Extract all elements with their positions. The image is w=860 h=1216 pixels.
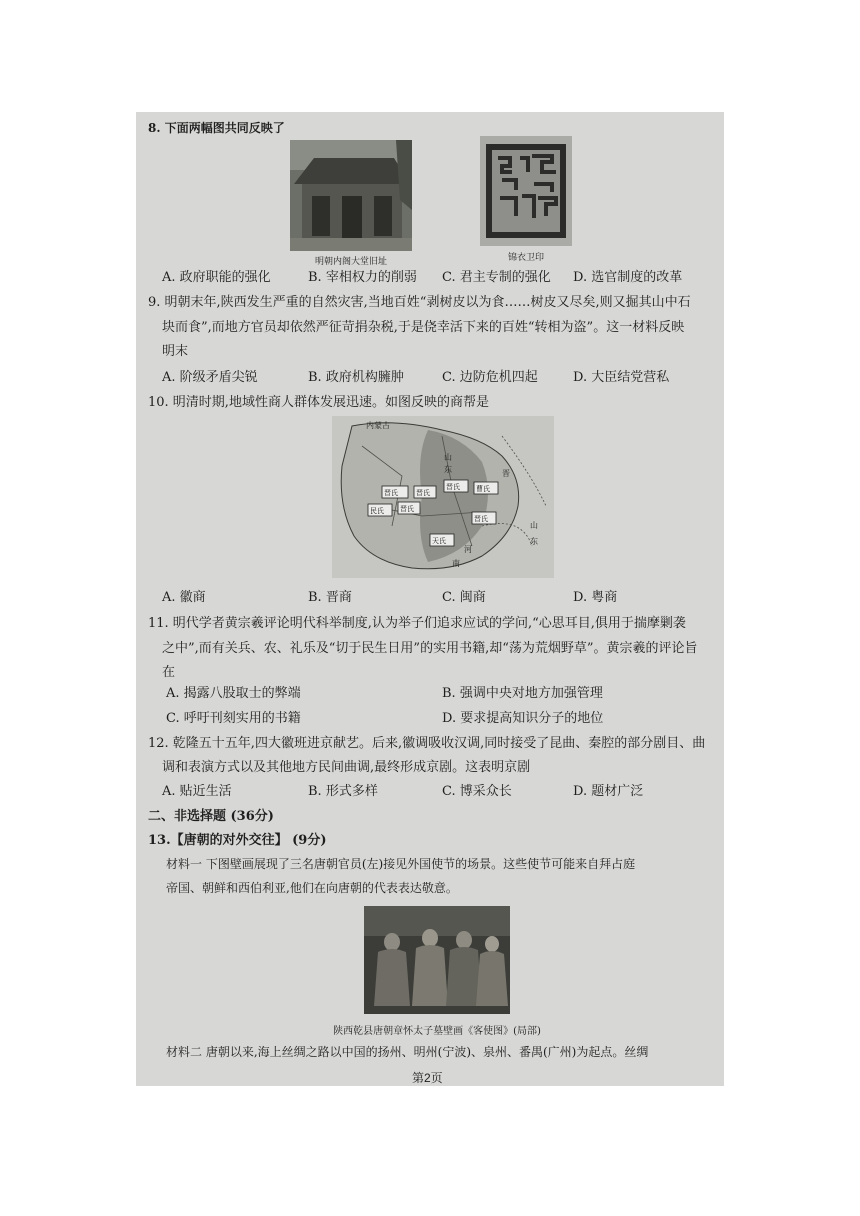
map-label-5: 晋 — [502, 469, 510, 478]
q9-line-3: 明末 — [162, 344, 189, 359]
q8-caption-1: 明朝内阁大堂旧址 — [314, 257, 387, 267]
map-box-1: 晋氏 — [384, 490, 398, 497]
q10-option-d: D. 粤商 — [573, 590, 618, 605]
map-box-5: 民氏 — [370, 508, 384, 515]
q13-material-2-line-1: 材料二 唐朝以来,海上丝绸之路以中国的扬州、明州(宁波)、泉州、番禺(广州)为起点。丝绸 — [166, 1045, 649, 1059]
q11-line-3: 在 — [162, 665, 176, 680]
q13-material-1-line-1: 材料一 下图壁画展现了三名唐朝官员(左)接见外国使节的场景。这些使节可能来自拜占庭 — [166, 857, 636, 871]
q10-merchant-map — [332, 416, 554, 578]
map-label-neimenggu: 内蒙古 — [366, 421, 390, 430]
map-box-2: 晋氏 — [416, 490, 430, 497]
page-number: 第2页 — [412, 1071, 443, 1085]
map-box-8: 天氏 — [432, 538, 446, 545]
q12-option-b: B. 形式多样 — [308, 784, 378, 799]
q8-option-b: B. 宰相权力的削弱 — [308, 270, 417, 285]
q13-mural-image — [364, 906, 510, 1014]
map-box-4: 曹氏 — [476, 486, 490, 493]
q9-line-2: 块而食”,而地方官员却依然严征苛捐杂税,于是侥幸活下来的百姓“转相为盗”。这一材料反映 — [162, 320, 685, 335]
q8-stem: 8. 下面两幅图共同反映了 — [148, 121, 285, 135]
q10-option-c: C. 闽商 — [442, 590, 486, 605]
section-2-heading: 二、非选择题 (36分) — [148, 809, 274, 824]
q10-option-a: A. 徽商 — [162, 590, 206, 605]
q9-option-a: A. 阶级矛盾尖锐 — [162, 370, 258, 385]
q13-image-caption: 陕西乾县唐朝章怀太子墓壁画《客使图》(局部) — [333, 1026, 541, 1037]
map-label-7: 东 — [530, 537, 538, 546]
q11-line-1: 11. 明代学者黄宗羲评论明代科举制度,认为举子们追求应试的学问,“心思耳目,俱用于揣摩剿袭 — [148, 616, 686, 631]
q9-line-1: 9. 明朝末年,陕西发生严重的自然灾害,当地百姓“剥树皮以为食……树皮又尽矣,则又掘其山中石 — [148, 295, 691, 310]
map-box-3: 晋氏 — [446, 484, 460, 491]
q9-option-b: B. 政府机构臃肿 — [308, 370, 404, 385]
q8-image-cabinet-hall — [290, 140, 412, 251]
map-label-2: 东 — [444, 465, 452, 474]
q10-option-b: B. 晋商 — [308, 590, 352, 605]
q8-caption-2: 锦衣卫印 — [507, 253, 544, 263]
map-label-4: 南 — [452, 559, 460, 568]
q12-option-c: C. 博采众长 — [442, 784, 512, 799]
q10-stem: 10. 明清时期,地域性商人群体发展迅速。如图反映的商帮是 — [148, 395, 489, 410]
q12-option-a: A. 贴近生活 — [162, 784, 232, 799]
map-label-6: 山 — [530, 521, 538, 530]
q9-option-c: C. 边防危机四起 — [442, 370, 538, 385]
map-box-6: 晋氏 — [400, 506, 414, 513]
map-label-3: 河 — [464, 545, 472, 554]
q8-option-d: D. 选官制度的改革 — [573, 270, 683, 285]
q8-option-c: C. 君主专制的强化 — [442, 270, 551, 285]
q8-option-a: A. 政府职能的强化 — [162, 270, 271, 285]
q13-material-1-line-2: 帝国、朝鲜和西伯利亚,他们在向唐朝的代表表达敬意。 — [166, 881, 458, 895]
map-label-1: 山 — [444, 453, 452, 462]
q12-option-d: D. 题材广泛 — [573, 784, 644, 799]
q8-image-jinyiwei-seal — [480, 136, 572, 246]
map-box-7: 晋氏 — [474, 516, 488, 523]
q11-line-2: 之中”,而有关兵、农、礼乐及“切于民生日用”的实用书籍,却“荡为荒烟野草”。黄宗羲的评论旨 — [162, 641, 698, 656]
q11-option-d: D. 要求提高知识分子的地位 — [442, 711, 604, 726]
q13-title: 13.【唐朝的对外交往】 (9分) — [148, 833, 327, 848]
q12-line-1: 12. 乾隆五十五年,四大徽班进京献艺。后来,徽调吸收汉调,同时接受了昆曲、秦腔的部分剧目、曲 — [148, 736, 706, 751]
q11-option-a: A. 揭露八股取士的弊端 — [166, 686, 301, 701]
exam-sheet — [136, 112, 724, 1086]
q11-option-b: B. 强调中央对地方加强管理 — [442, 686, 603, 701]
q12-line-2: 调和表演方式以及其他地方民间曲调,最终形成京剧。这表明京剧 — [162, 760, 531, 775]
q9-option-d: D. 大臣结党营私 — [573, 370, 670, 385]
q11-option-c: C. 呼吁刊刻实用的书籍 — [166, 711, 301, 726]
